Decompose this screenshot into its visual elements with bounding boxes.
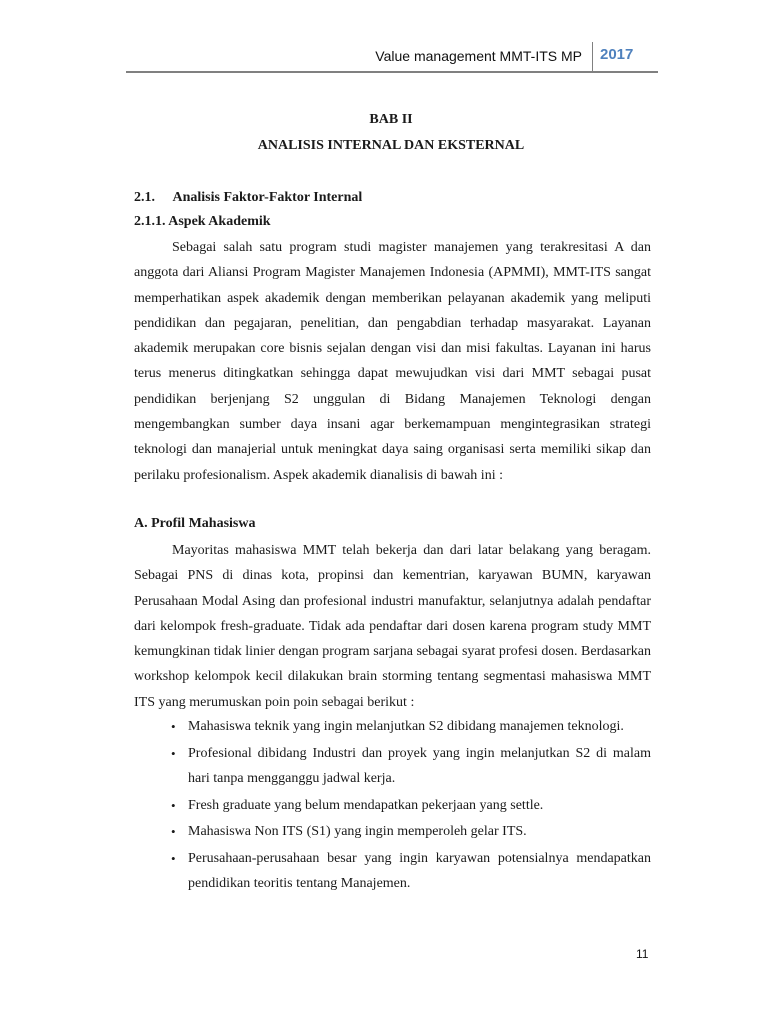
bullet-icon: • xyxy=(171,850,176,866)
bullet-icon: • xyxy=(171,797,176,813)
segment-list xyxy=(134,714,651,897)
page-header xyxy=(126,42,658,74)
profile-heading: A. Profil Mahasiswa xyxy=(134,516,256,531)
header-title: Value management MMT-ITS MP xyxy=(375,48,582,64)
list-item: • Mahasiswa Non ITS (S1) yang ingin memperoleh gelar ITS. xyxy=(134,819,651,845)
list-item: • Profesional dibidang Industri dan proyek yang ingin melanjutkan S2 di malam hari tanpa mengganggu jadwal kerja. xyxy=(134,741,651,792)
profile-paragraph: Mayoritas mahasiswa MMT telah bekerja dan dari latar belakang yang beragam. Sebagai PNS di dinas kota, propinsi dan kementrian, karyawan BUMN, karyawan Perusahaan Modal Asing dan profesional industri manufaktur, selanjutnya adalah pendaftar dari kelompok fresh-graduate. Tidak ada pendaftar dari dosen karena program study MMT kemungkinan tidak linier dengan program sarjana sebagai syarat profesi dosen. Berdasarkan workshop kelompok kecil dilakukan brain storming tentang segmentasi mahasiswa MMT ITS yang merumuskan poin poin sebagai berikut : xyxy=(134,543,651,710)
chapter-number: BAB II xyxy=(369,112,413,127)
list-item: • Mahasiswa teknik yang ingin melanjutkan S2 dibidang manajemen teknologi. xyxy=(134,714,651,740)
academic-paragraph: Sebagai salah satu program studi magister manajemen yang terakresitasi A dan anggota dari Aliansi Program Magister Manajemen Indonesia (APMMI), MMT-ITS sangat memperhatikan aspek akademik dengan memberikan pelayanan akademik yang meliputi pendidikan dan pegajaran, penelitian, dan pengabdian terhadap masyarakat. Layanan akademik merupakan core bisnis sejalan dengan visi dan misi fakultas. Layanan ini harus terus menerus ditingkatkan sehingga dapat mewujudkan visi dari MMT sebagai pusat pendidikan berjenjang S2 unggulan di Bidang Manajemen Teknologi dengan mengembangkan sumber daya insani agar berkemampuan mengintegrasikan strategi teknologi dan manajerial untuk meningkat daya saing organisasi serta memiliki sikap dan perilaku profesionalism. Aspek akademik dianalisis di bawah ini : xyxy=(134,240,651,483)
subsection-heading: 2.1.1. Aspek Akademik xyxy=(134,214,271,229)
bullet-icon: • xyxy=(171,824,176,839)
section-heading: 2.1. Analisis Faktor-Faktor Internal xyxy=(134,190,363,205)
header-year: 2017 xyxy=(600,46,634,63)
bullet-icon: • xyxy=(171,745,176,761)
header-separator xyxy=(592,42,593,73)
list-item: • Perusahaan-perusahaan besar yang ingin karyawan potensialnya mendapatkan pendidikan teoritis tentang Manajemen. xyxy=(134,846,651,897)
chapter-title: ANALISIS INTERNAL DAN EKSTERNAL xyxy=(257,138,525,153)
bullet-icon: • xyxy=(171,719,176,734)
page-number: 11 xyxy=(636,947,649,961)
header-rule xyxy=(126,71,658,73)
list-item: • Fresh graduate yang belum mendapatkan pekerjaan yang settle. xyxy=(134,793,651,819)
